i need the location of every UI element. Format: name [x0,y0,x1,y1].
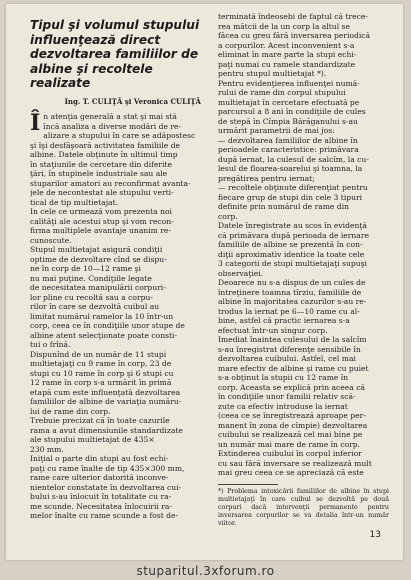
body-text-line: n atenţia generală a stat şi mai stă [43,112,177,121]
body-text-line: ne în corp de 10—12 rame şi [30,264,141,273]
magazine-page [6,4,403,560]
body-text-line: zute ca efectiv introduse la iernat [218,401,348,411]
body-text-line: Datele înregistrate au scos în evidenţă [218,221,367,230]
body-text-line: 12 rame în corp s-a urmărit în primă [30,378,172,387]
body-text-line: etapă cum este influenţată dezvoltarea [30,387,181,397]
body-text-line: jele de necontestat ale stupului verti- [30,188,174,197]
body-text-line: In cele ce urmează vom prezenta noi [30,207,172,216]
body-text-line: 3 categorii de stupi multietajaţi supuşi [218,259,367,268]
body-text-line: urmărit parametrii de mai jos: [218,126,335,135]
body-text-line: lesul de floarea-soarelui şi toamna, la [218,164,363,173]
body-text-line: dezvoltarea cuibului. Astfel, cel mai [218,354,356,363]
body-text-line: stupi cu 10 rame în corp şi 6 stupi cu [30,368,174,378]
left-column [30,12,201,521]
body-text-line: după iernat, la culesul de salcîm, la cu- [218,154,369,164]
body-text-line: nientelor constatate în dezvoltarea cui- [30,482,182,492]
body-text-line: cuibului se realizează cel mai bine pe [218,430,363,439]
body-text-line: pregătirea pentru iernat; [218,173,315,183]
body-text-line: Deoarece nu s-a dispus de un cules de [218,278,366,287]
right-lines [218,12,389,478]
body-text-line: rame care ulterior datorită inconve- [30,473,169,482]
body-text-line: albine atent selecţionate poate consti- [30,330,178,340]
body-text-line: corp. [218,211,238,221]
article-authors: Ing. T. CULIŢĂ şi Veronica CULIŢĂ [64,96,201,106]
body-text-line: a corpurilor. Acest inconvenient s-a [218,40,355,50]
body-text-line: încă analiza a diverse modări de re- [43,121,182,131]
body-text-line: mai greu ceea ce se apreciază că este [218,468,364,477]
body-text-line: me scunde. Necesitatea înlocuirii ra- [30,501,173,511]
footnote: *) Problema intoxicării familiilor de albine în stupi multietajaţi în care cuibul se dezvoltă pe două corpuri dacă intervenţii permanente pentru inversarea corpurilor se va detalia într-un număr viitor. [218,487,389,527]
body-text-line: rului de rame din corpul stupului [218,88,346,97]
body-text-line: paţi cu rame înalte de tip 435×300 mm, [30,463,185,473]
body-text-line: familiile de albine se prezentă în con- [218,240,363,249]
page-number: 13 [369,530,381,540]
body-text-line: cu sau fără inversare se realizează mult [218,458,372,468]
body-text-line: observaţiei. [218,268,264,278]
body-text-line: parcursul a 8 ani în condiţiile de cules [218,107,366,116]
body-text-line: familiilor de albine de variaţia număru- [30,397,182,406]
body-text-line: corp, ceea ce în condiţiile unor stupe de [30,321,185,330]
body-text-line: Iniţial o parte din stupi au fost echi- [30,454,169,463]
body-text-line: bului s-au înlocuit în totalitate cu ra- [30,492,172,501]
body-text-line: multietajat în cercetare efectuată pe [218,97,360,107]
body-text-line: lui de rame din corp. [30,406,111,416]
drop-cap: Î [30,110,41,136]
body-text-line: — recoltele obţinute diferenţiat pentru [218,183,368,192]
body-text-line: manent în zona de cîmpie) dezvoltarea [218,420,368,430]
body-text-line: Pentru evidenţierea influenţei numă- [218,78,360,88]
body-text-line: lor pline cu recoltă sau a corpu- [30,292,153,302]
body-text-line: cunoscute. [30,235,72,245]
body-text-line: firma multiplele avantaje unanim re- [30,226,171,235]
body-text-line: Extinderea cuibului în corpul inferior [218,449,362,458]
body-text-line: în condiţiile unor familii relativ scă- [218,392,356,401]
body-text-line: întreţinere toamna tîrziu, familiile de [218,287,362,297]
body-text-line: perioadele caracteristice: primăvara [218,145,359,154]
body-text-line: eliminat în mare parte la stupi echi- [218,50,357,59]
left-lines [30,112,201,521]
body-text-line: pentru stupul multietajat *). [218,69,327,78]
body-text-line: tui o frînă. [30,340,71,349]
footnote-rule [218,484,278,485]
body-text-line: melor înalte cu rame scunde a fost de- [30,511,179,520]
body-text-line: în staţiunile de cercetare din diferite [30,159,173,169]
body-text-line: fiecare grup de stupi din cele 3 tipuri [218,192,363,202]
body-text-line: limitat numărul ramelor la 10 într-un [30,311,174,321]
body-text-line: ale stupului multietajat de 435× [30,435,155,444]
body-text-line: definite prin numărul de rame din [218,202,350,211]
right-column [218,12,389,528]
body-text-line: rama a avut dimensiunile standardizate [30,425,183,435]
body-text-line: Imediat înaintea culesului de la salcîm [218,335,367,344]
body-text-line: tical de tip multietajat. [30,197,119,207]
body-text-line: rilor în care se dezvoltă cuibul au [30,302,160,311]
body-text-line: ţări, în stupinele industriale sau ale [30,169,168,178]
body-text-line: efectuat într-un singur corp. [218,325,328,335]
body-text-line: (ceea ce se înregistrează aproape per- [218,411,366,420]
watermark: stuparitul.3xforum.ro [136,564,275,578]
body-text-line: că primăvara după perioada de iernare [218,230,369,240]
body-text-line: Dispunînd de un număr de 11 stupi [30,349,167,359]
body-text-line: Stupul multietajat asigură condiţii [30,245,163,254]
body-text-line: rea mătcii de la un corp la altul se [218,21,350,31]
body-text-line: diţii aproximativ identice la toate cele [218,249,365,259]
body-text-line: alizare a stupului în care se adăpostesc [43,131,196,140]
body-text-line: 230 mm. [30,444,64,454]
body-text-line: Trebuie precizat că în toate cazurile [30,416,170,425]
body-text-line: un număr mai mare de rame în corp. [218,439,361,449]
body-text-line: optime de dezvoltare cînd se dispu- [30,254,167,264]
article-title: Tipul şi volumul stupului influenţează direct dezvoltarea familiilor de albine şi recoltele realizate [30,18,200,90]
body-text-line: făcea cu greu fără inversarea periodică [218,31,371,40]
body-text-line: s-a obţinut la stupii cu 12 rame în [218,373,349,382]
body-text-line: paţi numai cu ramele standardizate [218,59,356,69]
body-text-line: corp. Aceasta se explică prin aceea că [218,382,365,392]
body-text-line: albine. Datele obţinute în ultimul timp [30,150,178,159]
body-text-line: — dezvoltarea familiilor de albine în [218,135,358,145]
body-text-line: mare efectiv de albine şi rame cu puiet [218,363,369,373]
body-text-line: terminată îndeosebi de faptul că trece- [218,12,368,21]
body-text-line: albine în majoritatea cazurilor s-au re- [218,297,367,306]
body-text-line: s-au înregistrat diferenţe sensibile în [218,344,361,354]
body-text-line: de stepă în Cîmpia Bărăganului s-au [218,116,358,126]
body-text-line: trodus la iernat pe 6—10 rame cu al- [218,306,360,316]
body-text-line: calităţi ale acestui stup şi vom recon- [30,216,174,226]
article-body-left [30,112,201,521]
body-text-line: bine, astfel că practic iernarea s-a [218,316,350,325]
body-text-line: multietajaţi cu 9 rame în corp, 23 de [30,359,172,368]
body-text-line: nu mai puţine. Condiţiile legate [30,273,152,283]
body-text-line: stuparilor amatori au reconfirmat avanta- [30,178,191,188]
body-text-line: şi îşi desfăşoară activitatea familiile de [30,140,181,150]
body-text-line: de necesitatea manipulării corpuri- [30,283,166,292]
